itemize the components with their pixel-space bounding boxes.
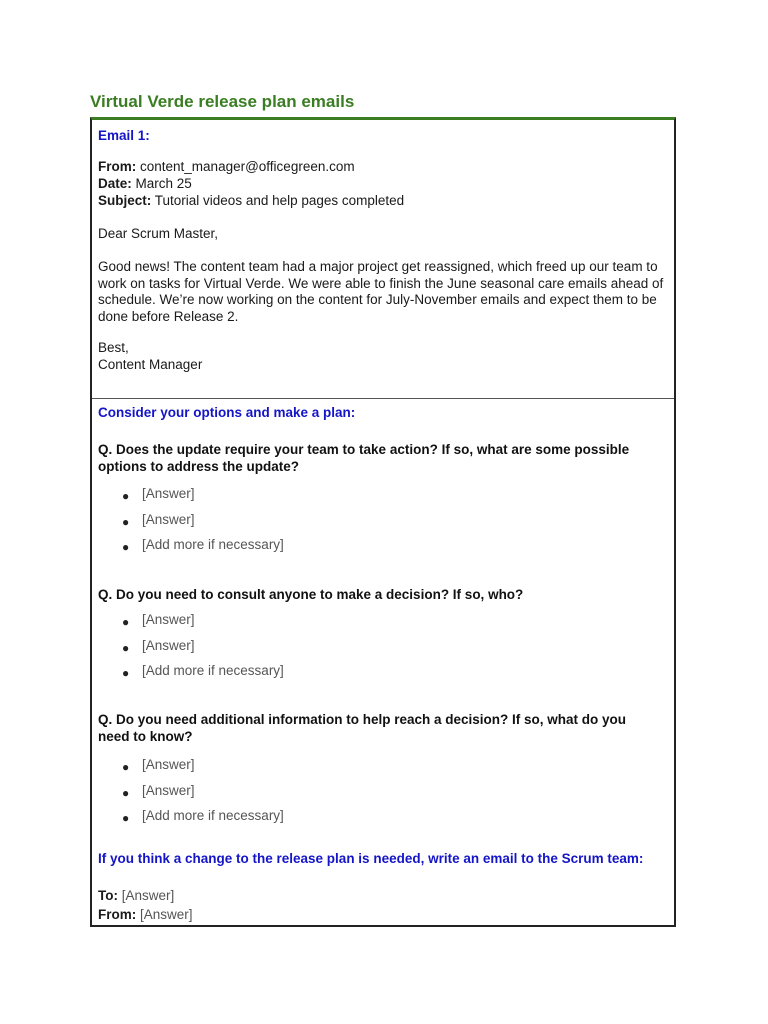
to-line xyxy=(98,888,174,905)
bullet-icon: ● xyxy=(122,615,130,629)
date-value: March 25 xyxy=(135,176,192,191)
question-2: Q. Do you need to consult anyone to make a decision? If so, who? xyxy=(98,587,524,602)
bullet-icon: ● xyxy=(122,666,130,680)
answer-item[interactable] xyxy=(122,612,284,638)
email-date-line xyxy=(98,176,192,193)
bullet-icon: ● xyxy=(122,489,130,503)
question-3: Q. Do you need additional information to help reach a decision? If so, what do you need to know? xyxy=(98,712,627,744)
email-signature: Content Manager xyxy=(98,357,203,372)
from-label: From: xyxy=(98,159,137,174)
answer-item[interactable] xyxy=(122,757,284,783)
answer-text: [Add more if necessary] xyxy=(142,537,284,552)
bullet-icon: ● xyxy=(122,540,130,554)
email-card xyxy=(90,117,676,927)
answer-text: [Answer] xyxy=(142,782,195,798)
answer-text: [Answer] xyxy=(142,757,195,772)
answer-text: [Answer] xyxy=(142,486,195,501)
page-title: Virtual Verde release plan emails xyxy=(90,92,355,111)
email-body xyxy=(98,259,674,325)
email-subject-line xyxy=(98,193,404,210)
answer-item[interactable] xyxy=(122,663,284,689)
email-heading: Email 1: xyxy=(98,128,150,143)
answer-list-2 xyxy=(122,612,284,689)
email-body-text: Good news! The content team had a major project get reassigned, which freed up our team to work on tasks for Virtual Verde. We were able to finish the June seasonal care emails ahead of schedule. We’re now working on the content for July-November emails and expect them to be done before Release 2. xyxy=(98,259,664,324)
answer-text: [Add more if necessary] xyxy=(142,663,284,678)
date-label: Date: xyxy=(98,176,132,191)
reply-from-value[interactable]: [Answer] xyxy=(140,907,193,922)
bullet-icon: ● xyxy=(122,640,130,655)
email-section xyxy=(92,120,674,399)
change-prompt: If you think a change to the release plan is needed, write an email to the Scrum team: xyxy=(98,851,644,866)
answer-text: [Answer] xyxy=(142,612,195,627)
to-value[interactable]: [Answer] xyxy=(121,888,175,903)
question-1: Q. Does the update require your team to take action? If so, what are some possible options to address the update? xyxy=(98,442,630,474)
answer-item[interactable] xyxy=(122,512,284,538)
from-line xyxy=(98,907,193,924)
email-from-line xyxy=(98,159,355,176)
email-greeting: Dear Scrum Master, xyxy=(98,226,219,241)
answer-item[interactable] xyxy=(122,486,284,512)
answer-list-3 xyxy=(122,757,284,834)
answer-text: [Add more if necessary] xyxy=(142,808,284,823)
email-signoff: Best, xyxy=(98,340,129,355)
answer-item[interactable] xyxy=(122,783,284,809)
answer-text: [Answer] xyxy=(142,637,195,653)
to-label: To: xyxy=(98,888,118,903)
answer-item[interactable] xyxy=(122,537,284,563)
bullet-icon: ● xyxy=(122,785,130,800)
plan-section xyxy=(92,399,674,925)
subject-label: Subject: xyxy=(98,193,152,208)
bullet-icon: ● xyxy=(122,811,130,825)
answer-item[interactable] xyxy=(122,638,284,664)
reply-from-label: From: xyxy=(98,907,137,922)
subject-value: Tutorial videos and help pages completed xyxy=(154,193,405,208)
bullet-icon: ● xyxy=(122,760,130,774)
answer-text: [Answer] xyxy=(142,511,195,527)
answer-item[interactable] xyxy=(122,808,284,834)
from-value: content_manager@officegreen.com xyxy=(140,159,355,174)
answer-list-1 xyxy=(122,486,284,563)
plan-heading: Consider your options and make a plan: xyxy=(98,405,356,420)
bullet-icon: ● xyxy=(122,514,130,529)
